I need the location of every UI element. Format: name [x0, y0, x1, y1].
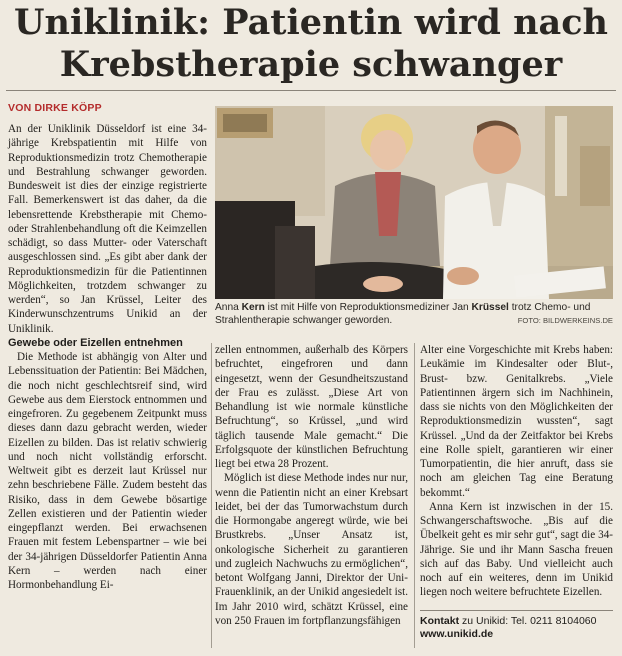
- caption-name-kern: Kern: [241, 302, 265, 313]
- caption-text-1: Anna: [215, 302, 242, 313]
- paragraph-col2-1: zellen entnommen, außerhalb des Körpers befruchtet, eingefroren und dann eingesetzt, wenn der Gesundheitszustand der Frau es zulässt. „Diese Art von Behandlung ist wie normale künstliche Befruchtung“, so Krüssel, „und wird täglich tausende Male gemacht.“ Die Erfolgsquote der künstlichen Befruchtung liegt bei etwa 28 Prozent.: [215, 344, 408, 470]
- header-divider: [6, 90, 616, 91]
- contact-url-link[interactable]: www.unikid.de: [420, 628, 494, 640]
- article-headline: [0, 2, 622, 86]
- paragraph-col3-2: Anna Kern ist inzwischen in der 15. Schwangerschaftswoche. „Bis auf die Übelkeit geht es mir sehr gut“, sagt die 34-Jährige. Sie und ihr Mann Sascha freuen sich auf das Baby. Und vielleicht auch noch auf ein weiteres, denn im Unikid liegen noch weitere befruchtete Eizellen.: [420, 500, 613, 599]
- caption-text-3: trotz Chemo- und Strahlentherapie schwanger geworden.: [215, 302, 591, 326]
- paragraph-method: Die Methode ist abhängig von Alter und Lebenssituation der Patientin: Bei Mädchen, die noch nicht geschlechtsreif sind, wird Gewebe aus dem Eierstock entnommen und eingefroren. Zu gegebenem Zeitpunkt muss dieses dann dazu gebracht werden, wieder Eizellen zu bilden. Das ist relativ schwierig und noch nicht vollständig erforscht. Weltweit gibt es derzeit laut Krüssel nur zehn beschriebene Fälle. Zudem besteht das Risiko, dass in dem Gewebe bösartige Zellen existieren und der Patientin wieder eingepflanzt werden. Bei erwachsenen Frauen mit festem Lebenspartner – wie bei der 34-jährigen Düsseldorfer Patientin Anna Kern – werden nach einer Hormonbehandlung Ei-: [8, 351, 207, 591]
- caption-name-kruessel: Krüssel: [471, 302, 509, 313]
- contact-label: Kontakt: [420, 614, 460, 627]
- column-divider-1: [211, 343, 212, 648]
- paragraph-intro: An der Uniklinik Düsseldorf ist eine 34-jährige Krebspatientin mit Hilfe von Reproduktionsmedizin trotz Chemotherapie und Bestrahlung schwanger geworden. Bundesweit ist dies der einzige registrierte Fall. Bemerkenswert ist das daher, da die lebensrettende Krebstherapie mit Chemo- oder Strahlenbehandlung oft die Keimzellen schädigt, so dass Mutter- oder Vaterschaft ausgeschlossen sind. „Es gibt aber dank der Reproduktionsmedizin für die Patientinnen Möglichkeiten, trotzdem schwanger zu werden“, so Jan Krüssel, Leiter des Kinderwunschzentrums Unikid an der Uniklinik.: [8, 123, 207, 335]
- contact-phone: zu Unikid: Tel. 0211 8104060: [459, 614, 597, 627]
- byline: VON DIRKE KÖPP: [8, 102, 102, 114]
- paragraph-col3-1: Alter eine Vorgeschichte mit Krebs haben: Leukämie im Kindesalter oder Blut-, Brust- bzw. Genitalkrebs. „Viele Patientinnen ärgern sich im Nachhinein, dass sie nichts von den Möglichkeiten der Reproduktionsmedizin wussten“, sagt Krüssel. „Und da der Zeitfaktor bei Krebs eine Rolle spielt, garantieren wir einer Tumorpatientin, die hier anruft, dass sie noch am gleichen Tag eine Beratung bekommt.“: [420, 344, 613, 499]
- article-column-1: [8, 122, 207, 592]
- article-photo: [215, 106, 613, 299]
- caption-text-2: ist mit Hilfe von Reproduktionsmediziner Jan: [264, 302, 472, 313]
- contact-box: [420, 610, 613, 642]
- paragraph-col2-2: Möglich ist diese Methode indes nur nur, wenn die Patientin nicht an einer Krebsart leidet, bei der das Tumorwachstum durch die Hormongabe angeregt würde, wie bei Brustkrebs. „Unser Ansatz ist, onkologische Sicherheit zu garantieren und zugleich Nachwuchs zu ermöglichen“, betont Wolfgang Janni, Direktor der Uni-Frauenklinik, an der Unikid angesiedelt ist. Im Jahr 2010 wird, schätzt Krüssel, eine von 250 Frauen im fortpflanzungsfähigen: [215, 472, 408, 627]
- headline-line-1: Uniklinik: Patientin wird nach: [14, 2, 608, 43]
- photo-credit: FOTO: BILDWERKEINS.DE: [517, 316, 613, 325]
- article-column-3: [420, 343, 613, 642]
- article-column-2: [215, 343, 408, 628]
- column-divider-2: [414, 343, 415, 648]
- headline-line-2: Krebstherapie schwanger: [59, 44, 563, 85]
- section-subhead: Gewebe oder Eizellen entnehmen: [8, 336, 183, 349]
- photo-illustration: [215, 106, 613, 299]
